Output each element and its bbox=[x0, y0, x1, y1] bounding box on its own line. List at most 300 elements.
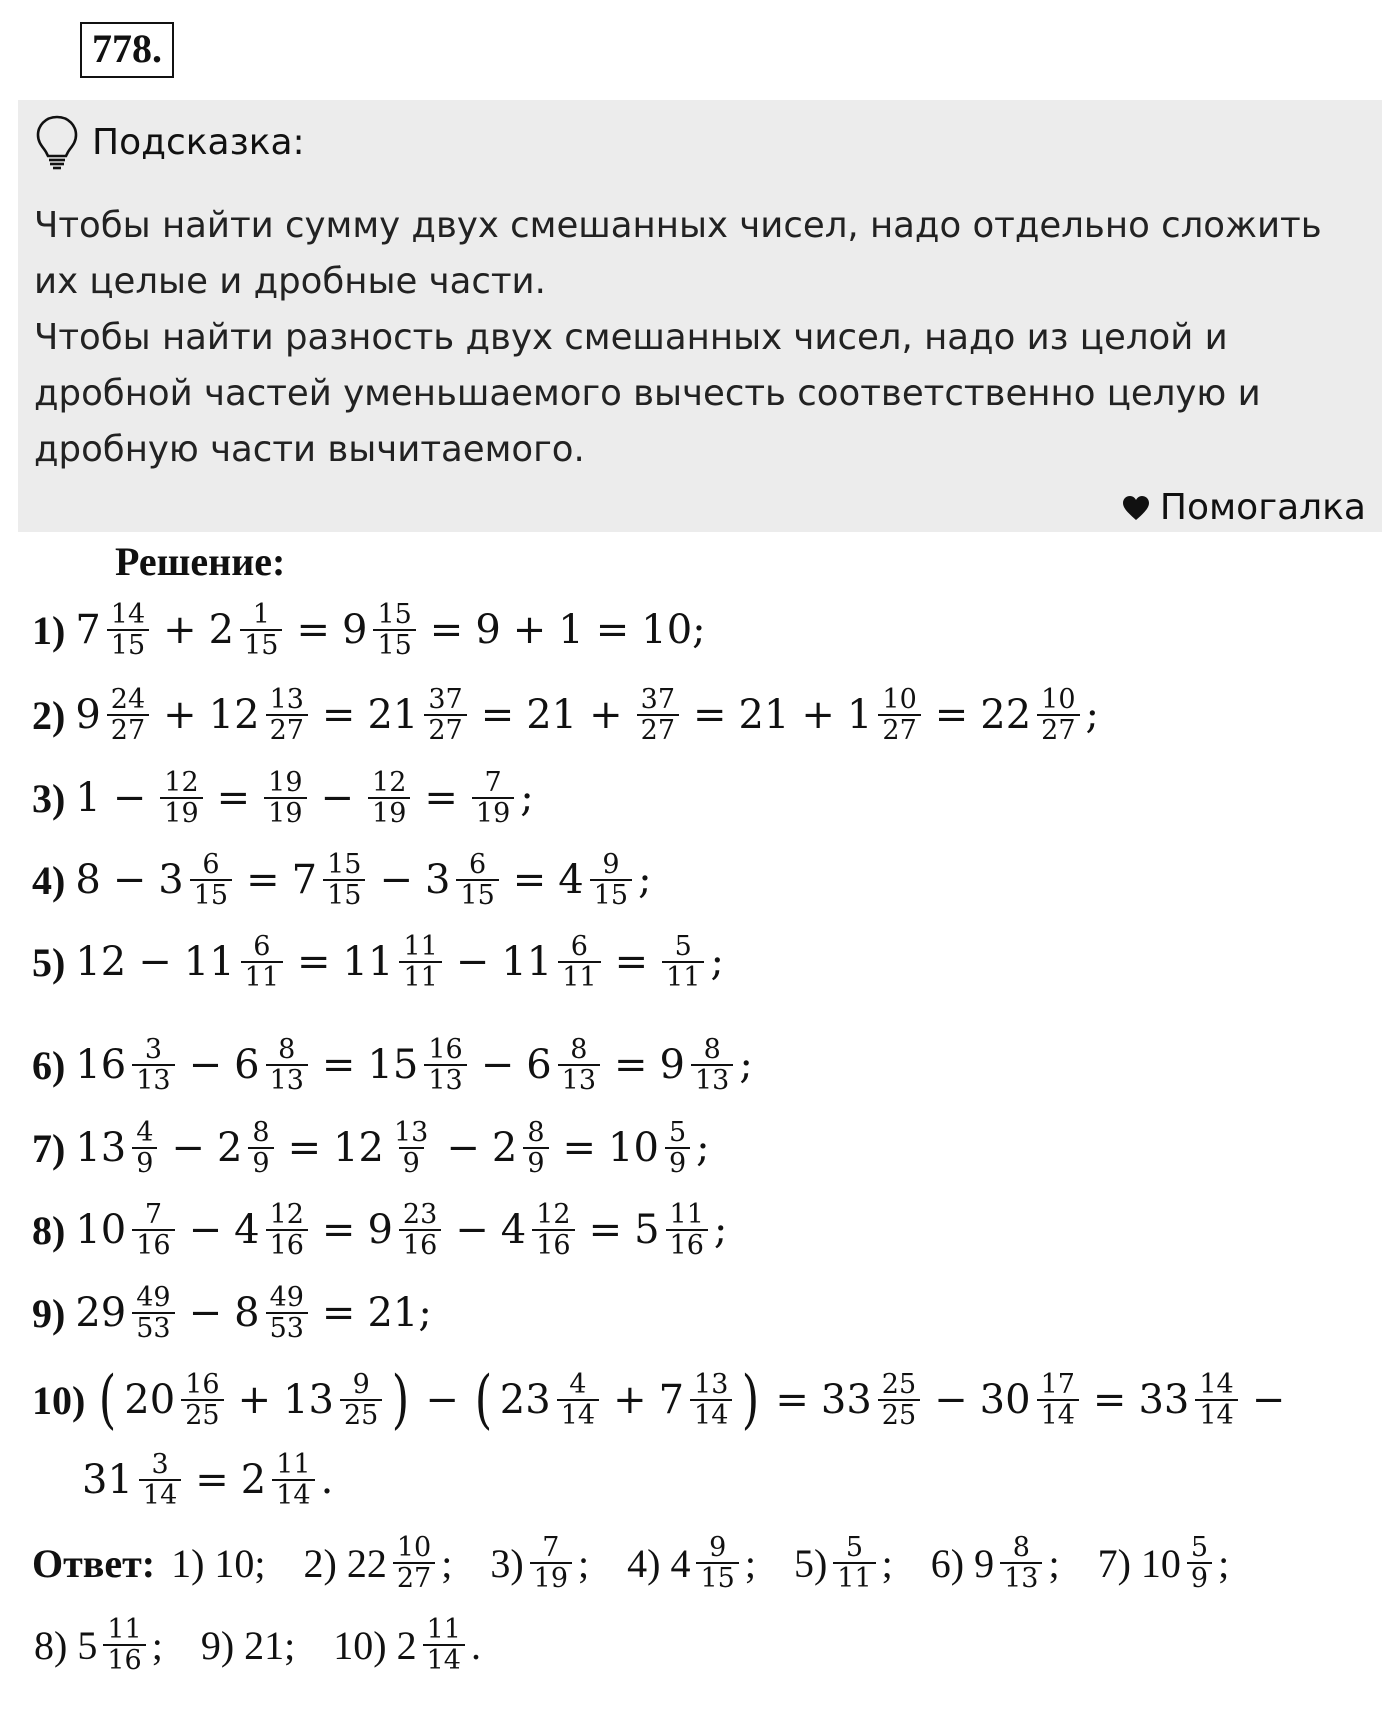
numerator: 5 bbox=[674, 931, 692, 962]
operator: + bbox=[512, 607, 547, 654]
solution-line-9 bbox=[32, 1283, 434, 1343]
whole-part: 3 bbox=[424, 857, 451, 904]
numerator: 25 bbox=[881, 1368, 917, 1400]
term: ; bbox=[1085, 692, 1100, 739]
denominator: 15 bbox=[696, 1562, 738, 1593]
line-number: 1) bbox=[32, 607, 66, 653]
denominator: 13 bbox=[558, 1064, 600, 1095]
operator: = bbox=[321, 1042, 356, 1089]
operator: = bbox=[480, 692, 515, 739]
term: 21 bbox=[526, 692, 578, 739]
operator: + bbox=[613, 1377, 647, 1423]
denominator: 16 bbox=[399, 1229, 441, 1260]
term: ; bbox=[696, 1125, 710, 1172]
numerator: 8 bbox=[1012, 1532, 1030, 1563]
denominator: 19 bbox=[530, 1562, 572, 1593]
fraction bbox=[132, 1200, 174, 1260]
denominator: 11 bbox=[399, 961, 441, 992]
operator: = bbox=[512, 857, 547, 904]
numerator: 7 bbox=[484, 767, 502, 798]
hint-header bbox=[34, 114, 305, 170]
solution-line-8 bbox=[32, 1200, 729, 1260]
whole-part: 12 bbox=[333, 1125, 384, 1172]
whole-part: 7 bbox=[658, 1377, 685, 1423]
numerator: 13 bbox=[394, 1117, 429, 1148]
numerator: 10 bbox=[396, 1532, 432, 1563]
line-number: 6) bbox=[32, 1042, 66, 1088]
numerator: 8 bbox=[703, 1034, 721, 1065]
operator: − bbox=[138, 939, 172, 986]
denominator: 14 bbox=[139, 1479, 181, 1510]
fraction bbox=[456, 850, 498, 910]
fraction bbox=[399, 1200, 441, 1260]
numerator: 12 bbox=[164, 767, 199, 798]
numerator: 3 bbox=[151, 1449, 169, 1480]
numerator: 9 bbox=[352, 1368, 370, 1400]
denominator: 27 bbox=[107, 714, 149, 745]
operator: − bbox=[379, 857, 413, 904]
operator: = bbox=[562, 1125, 597, 1172]
numerator: 15 bbox=[327, 849, 362, 880]
whole-part: 10 bbox=[75, 1207, 127, 1254]
whole-part: 4 bbox=[234, 1207, 260, 1254]
fraction bbox=[272, 1450, 314, 1510]
term: 12 bbox=[75, 939, 127, 986]
hint-box bbox=[18, 100, 1382, 532]
term: 5) bbox=[793, 1540, 828, 1586]
operator: − bbox=[425, 1377, 459, 1423]
operator: − bbox=[188, 1042, 223, 1089]
answer-line-1 bbox=[32, 1533, 1231, 1593]
denominator: 27 bbox=[878, 714, 920, 745]
numerator: 9 bbox=[602, 849, 620, 880]
numerator: 10 bbox=[1041, 684, 1076, 715]
term: ; bbox=[520, 775, 534, 822]
whole-part: 29 bbox=[75, 1290, 127, 1337]
operator: − bbox=[1251, 1377, 1286, 1423]
whole-part: 3 bbox=[158, 857, 184, 904]
numerator: 9 bbox=[709, 1532, 727, 1563]
line-number: 4) bbox=[32, 857, 66, 903]
fraction bbox=[323, 850, 365, 910]
solution-line-7 bbox=[32, 1118, 712, 1178]
denominator: 14 bbox=[1195, 1399, 1237, 1430]
numerator: 8 bbox=[570, 1034, 588, 1065]
term: 1 bbox=[75, 775, 101, 822]
fraction bbox=[248, 1118, 273, 1178]
numerator: 49 bbox=[136, 1282, 171, 1313]
operator: = bbox=[588, 1207, 623, 1254]
numerator: 12 bbox=[536, 1199, 571, 1230]
denominator: 53 bbox=[266, 1312, 308, 1343]
numerator: 49 bbox=[269, 1282, 304, 1313]
operator: = bbox=[321, 1290, 356, 1337]
fraction bbox=[132, 1118, 157, 1178]
denominator: 9 bbox=[248, 1147, 273, 1178]
numerator: 16 bbox=[428, 1034, 463, 1065]
numerator: 13 bbox=[269, 684, 304, 715]
fraction bbox=[666, 1200, 708, 1260]
whole-part: 4 bbox=[500, 1207, 527, 1254]
term: 10; bbox=[641, 607, 706, 654]
fraction bbox=[532, 1200, 574, 1260]
hint-title: Подсказка: bbox=[92, 121, 305, 163]
brand-label bbox=[1122, 487, 1366, 528]
fraction bbox=[264, 768, 306, 828]
numerator: 17 bbox=[1040, 1368, 1075, 1400]
numerator: 8 bbox=[527, 1117, 545, 1148]
fraction bbox=[637, 685, 679, 745]
denominator: 13 bbox=[132, 1064, 174, 1095]
numerator: 7 bbox=[542, 1532, 560, 1563]
solution-title: Решение: bbox=[115, 539, 286, 584]
solution-line-4 bbox=[32, 850, 654, 910]
fraction bbox=[696, 1533, 738, 1593]
whole-part: 20 bbox=[124, 1377, 176, 1423]
operator: = bbox=[429, 607, 464, 654]
denominator: 14 bbox=[1037, 1399, 1079, 1430]
term: . bbox=[320, 1457, 334, 1504]
fraction bbox=[340, 1370, 382, 1430]
term: 1) 10; bbox=[171, 1540, 266, 1586]
denominator: 13 bbox=[691, 1064, 733, 1095]
numerator: 12 bbox=[269, 1199, 304, 1230]
whole-part: 33 bbox=[1138, 1377, 1190, 1423]
operator: − bbox=[455, 939, 490, 986]
numerator: 6 bbox=[253, 931, 271, 962]
whole-part: 2 bbox=[208, 607, 235, 654]
hint-line: дробную части вычитаемого. bbox=[34, 429, 585, 470]
numerator: 16 bbox=[185, 1368, 220, 1400]
fraction bbox=[399, 932, 441, 992]
fraction bbox=[368, 768, 410, 828]
line-number: 3) bbox=[32, 775, 66, 821]
hint-line: Чтобы найти разность двух смешанных чисел, надо из целой и bbox=[34, 317, 1228, 358]
operator: = bbox=[297, 939, 331, 986]
term: ; bbox=[710, 939, 724, 986]
denominator: 15 bbox=[323, 879, 365, 910]
fraction bbox=[107, 685, 149, 745]
fraction bbox=[393, 1533, 435, 1593]
numerator: 24 bbox=[110, 684, 146, 715]
solution-line-10-cont bbox=[80, 1450, 335, 1510]
whole-part: 33 bbox=[820, 1377, 872, 1423]
fraction bbox=[241, 932, 283, 992]
whole-part: 6 bbox=[526, 1042, 552, 1089]
whole-part: 15 bbox=[367, 1042, 419, 1089]
term: 4) 4 bbox=[627, 1540, 691, 1586]
denominator: 16 bbox=[266, 1229, 308, 1260]
whole-part: 2 bbox=[240, 1457, 267, 1504]
denominator: 11 bbox=[241, 961, 283, 992]
whole-part: 10 bbox=[608, 1125, 659, 1172]
denominator: 15 bbox=[456, 879, 498, 910]
term: 10) 2 bbox=[333, 1622, 417, 1668]
fraction bbox=[558, 932, 600, 992]
fraction bbox=[590, 850, 632, 910]
numerator: 5 bbox=[845, 1532, 864, 1563]
fraction bbox=[160, 768, 202, 828]
operator: + bbox=[801, 692, 835, 739]
fraction bbox=[690, 1370, 732, 1430]
denominator: 19 bbox=[264, 797, 306, 828]
whole-part: 7 bbox=[291, 857, 318, 904]
term: ; bbox=[1218, 1540, 1230, 1586]
fraction bbox=[472, 768, 514, 828]
term: 21 bbox=[738, 692, 790, 739]
fraction bbox=[523, 1118, 548, 1178]
whole-part: 4 bbox=[558, 857, 584, 904]
fraction bbox=[530, 1533, 572, 1593]
term: ; bbox=[739, 1042, 753, 1089]
numerator: 4 bbox=[136, 1117, 154, 1148]
denominator: 25 bbox=[878, 1399, 920, 1430]
numerator: 6 bbox=[468, 849, 487, 880]
numerator: 37 bbox=[640, 684, 675, 715]
numerator: 6 bbox=[570, 931, 588, 962]
denominator: 25 bbox=[181, 1399, 223, 1430]
fraction bbox=[132, 1283, 174, 1343]
denominator: 27 bbox=[424, 714, 466, 745]
term: 7) 10 bbox=[1097, 1540, 1181, 1586]
fraction bbox=[423, 1615, 465, 1675]
task-number: 778. bbox=[80, 22, 174, 78]
numerator: 12 bbox=[372, 767, 407, 798]
operator: − bbox=[446, 1125, 480, 1172]
whole-part: 11 bbox=[183, 939, 235, 986]
whole-part: 9 bbox=[341, 607, 368, 654]
numerator: 23 bbox=[402, 1199, 438, 1230]
term: ; bbox=[1048, 1540, 1060, 1586]
denominator: 27 bbox=[1037, 714, 1079, 745]
hint-line: Чтобы найти сумму двух смешанных чисел, надо отдельно сложить bbox=[34, 205, 1322, 246]
operator: − bbox=[934, 1377, 968, 1423]
term: ; bbox=[638, 857, 652, 904]
denominator: 13 bbox=[1000, 1562, 1042, 1593]
operator: = bbox=[1092, 1377, 1127, 1423]
solution-line-6 bbox=[32, 1035, 755, 1095]
denominator: 27 bbox=[266, 714, 308, 745]
denominator: 19 bbox=[368, 797, 410, 828]
denominator: 16 bbox=[532, 1229, 574, 1260]
denominator: 16 bbox=[666, 1229, 708, 1260]
term: 9 bbox=[475, 607, 501, 654]
fraction bbox=[139, 1450, 181, 1510]
parenthesis: ( bbox=[474, 1363, 493, 1437]
fraction bbox=[1037, 685, 1079, 745]
term: ; bbox=[441, 1540, 453, 1586]
numerator: 13 bbox=[694, 1368, 729, 1400]
denominator: 9 bbox=[399, 1147, 424, 1178]
fraction bbox=[181, 1370, 223, 1430]
denominator: 27 bbox=[637, 714, 679, 745]
whole-part: 9 bbox=[659, 1042, 685, 1089]
line-number: 9) bbox=[32, 1290, 66, 1336]
whole-part: 2 bbox=[491, 1125, 518, 1172]
numerator: 14 bbox=[1199, 1368, 1234, 1400]
term: ; bbox=[881, 1540, 893, 1586]
numerator: 8 bbox=[278, 1034, 296, 1065]
operator: − bbox=[455, 1207, 489, 1254]
fraction bbox=[557, 1370, 599, 1430]
whole-part: 9 bbox=[75, 692, 101, 739]
denominator: 27 bbox=[393, 1562, 435, 1593]
operator: + bbox=[163, 692, 197, 739]
denominator: 11 bbox=[662, 961, 704, 992]
denominator: 13 bbox=[266, 1064, 308, 1095]
term: . bbox=[470, 1622, 481, 1668]
fraction bbox=[424, 685, 466, 745]
numerator: 1 bbox=[252, 599, 270, 630]
denominator: 9 bbox=[132, 1147, 157, 1178]
numerator: 5 bbox=[668, 1117, 687, 1148]
hint-line: дробной частей уменьшаемого вычесть соответственно целую и bbox=[34, 373, 1261, 414]
whole-part: 2 bbox=[216, 1125, 243, 1172]
term: ; bbox=[578, 1540, 590, 1586]
parenthesis: ( bbox=[99, 1363, 117, 1437]
numerator: 7 bbox=[144, 1199, 162, 1230]
whole-part: 6 bbox=[234, 1042, 260, 1089]
term: ; bbox=[151, 1622, 163, 1668]
denominator: 9 bbox=[523, 1147, 548, 1178]
whole-part: 7 bbox=[75, 607, 101, 654]
whole-part: 12 bbox=[208, 692, 260, 739]
fraction bbox=[878, 1370, 920, 1430]
operator: = bbox=[595, 607, 630, 654]
term: ; bbox=[713, 1207, 728, 1254]
brand-name: Помогалка bbox=[1159, 487, 1366, 528]
denominator: 14 bbox=[690, 1399, 732, 1430]
parenthesis: ) bbox=[742, 1363, 760, 1437]
numerator: 4 bbox=[569, 1368, 587, 1400]
numerator: 14 bbox=[110, 599, 146, 630]
fraction bbox=[833, 1533, 875, 1593]
denominator: 19 bbox=[160, 797, 202, 828]
fraction bbox=[266, 1283, 308, 1343]
fraction bbox=[424, 1035, 466, 1095]
operator: + bbox=[237, 1377, 272, 1423]
fraction bbox=[390, 1118, 432, 1178]
solution-line-1 bbox=[32, 600, 708, 660]
whole-part: 13 bbox=[283, 1377, 334, 1423]
fraction bbox=[665, 1118, 690, 1178]
operator: = bbox=[195, 1457, 229, 1504]
fraction bbox=[132, 1035, 174, 1095]
solution-line-3 bbox=[32, 768, 536, 828]
fraction bbox=[1187, 1533, 1212, 1593]
operator: + bbox=[163, 607, 197, 654]
fraction bbox=[107, 600, 149, 660]
numerator: 6 bbox=[202, 849, 220, 880]
numerator: 19 bbox=[268, 767, 303, 798]
denominator: 9 bbox=[665, 1147, 690, 1178]
term: 3) bbox=[490, 1540, 524, 1586]
operator: = bbox=[775, 1377, 809, 1423]
fraction bbox=[558, 1035, 600, 1095]
whole-part: 22 bbox=[980, 692, 1032, 739]
operator: − bbox=[171, 1125, 205, 1172]
answer-line-2 bbox=[32, 1615, 483, 1675]
term: 21; bbox=[367, 1290, 432, 1337]
numerator: 5 bbox=[1190, 1532, 1209, 1563]
operator: − bbox=[188, 1290, 223, 1337]
operator: = bbox=[693, 692, 727, 739]
fraction bbox=[1000, 1533, 1042, 1593]
denominator: 14 bbox=[423, 1644, 465, 1675]
numerator: 3 bbox=[144, 1034, 162, 1065]
operator: − bbox=[112, 775, 147, 822]
fraction bbox=[878, 685, 920, 745]
fraction bbox=[266, 685, 308, 745]
numerator: 11 bbox=[107, 1614, 142, 1645]
operator: = bbox=[246, 857, 280, 904]
denominator: 16 bbox=[132, 1229, 174, 1260]
lightbulb-icon bbox=[34, 114, 80, 170]
term: 2) 22 bbox=[303, 1540, 387, 1586]
whole-part: 13 bbox=[75, 1125, 127, 1172]
fraction bbox=[103, 1615, 145, 1675]
denominator: 15 bbox=[190, 879, 232, 910]
denominator: 15 bbox=[240, 629, 282, 660]
denominator: 15 bbox=[373, 629, 415, 660]
fraction bbox=[240, 600, 282, 660]
whole-part: 31 bbox=[82, 1457, 133, 1504]
whole-part: 11 bbox=[501, 939, 553, 986]
denominator: 11 bbox=[558, 961, 600, 992]
whole-part: 9 bbox=[367, 1207, 393, 1254]
term: 8 bbox=[75, 857, 101, 904]
line-number: 5) bbox=[32, 939, 66, 985]
operator: = bbox=[287, 1125, 322, 1172]
numerator: 11 bbox=[403, 931, 438, 962]
fraction bbox=[1195, 1370, 1237, 1430]
line-number: 7) bbox=[32, 1125, 66, 1171]
whole-part: 23 bbox=[499, 1377, 551, 1423]
operator: = bbox=[216, 775, 251, 822]
denominator: 16 bbox=[103, 1644, 145, 1675]
denominator: 13 bbox=[424, 1064, 466, 1095]
whole-part: 11 bbox=[342, 939, 394, 986]
numerator: 8 bbox=[252, 1117, 270, 1148]
term: 6) 9 bbox=[930, 1540, 995, 1586]
operator: − bbox=[188, 1207, 223, 1254]
numerator: 11 bbox=[669, 1199, 704, 1230]
numerator: 37 bbox=[428, 684, 463, 715]
term: ; bbox=[744, 1540, 756, 1586]
fraction bbox=[1037, 1370, 1079, 1430]
denominator: 53 bbox=[132, 1312, 174, 1343]
term: 1 bbox=[558, 607, 584, 654]
line-number: 2) bbox=[32, 692, 66, 738]
denominator: 9 bbox=[1187, 1562, 1212, 1593]
operator: = bbox=[321, 1207, 356, 1254]
operator: = bbox=[296, 607, 330, 654]
heart-icon bbox=[1122, 495, 1150, 521]
operator: − bbox=[320, 775, 355, 822]
fraction bbox=[266, 1035, 308, 1095]
fraction bbox=[373, 600, 415, 660]
solution-line-5 bbox=[32, 932, 726, 992]
denominator: 15 bbox=[107, 629, 149, 660]
hint-line: их целые и дробные части. bbox=[34, 261, 546, 302]
whole-part: 8 bbox=[234, 1290, 260, 1337]
whole-part: 30 bbox=[979, 1377, 1031, 1423]
solution-line-2 bbox=[32, 685, 1101, 745]
fraction bbox=[662, 932, 704, 992]
numerator: 15 bbox=[377, 599, 412, 630]
whole-part: 16 bbox=[75, 1042, 127, 1089]
operator: − bbox=[480, 1042, 515, 1089]
